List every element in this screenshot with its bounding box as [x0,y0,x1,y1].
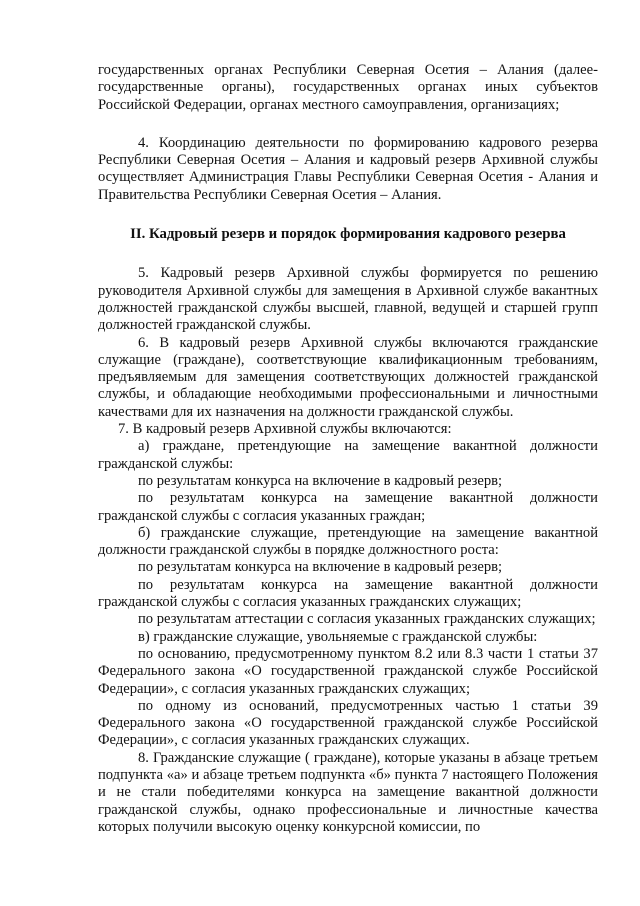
document-page [98,62,598,836]
paragraph-8: 8. Гражданские служащие ( граждане), которые указаны в абзаце третьем подпункта «а» и абзаце третьем подпункта «б» пункта 7 настоящего Положения и не стали победителями конкурса на замещение вакантной должности гражданской службы, однако профессиональные и личностные качества которых получили высокую оценку конкурсной комиссии, по [98,749,598,835]
paragraph-5: 5. Кадровый резерв Архивной службы формируется по решению руководителя Архивной службы для замещения в Архивной службе вакантных должностей гражданской службы высшей, главной, ведущей и старшей групп должностей гражданской службы. [98,265,598,334]
paragraph-7a-item-2: по результатам конкурса на замещение вакантной должности гражданской службы с согласия указанных граждан; [98,490,598,524]
paragraph-6: 6. В кадровый резерв Архивной службы включаются гражданские служащие (граждане), соответствующие квалификационным требованиям, предъявляемым для замещения соответствующих должностей гражданской службы, и обладающие необходимыми профессиональными и личностными качествами для их назначения на должности гражданской службы. [98,334,598,420]
paragraph-continuation: государственных органах Республики Северная Осетия – Алания (далее-государственные органы), государственных органах иных субъектов Российской Федерации, органах местного самоуправления, организациях; [98,62,598,113]
paragraph-7b-item-3: по результатам аттестации с согласия указанных гражданских служащих; [138,611,596,628]
paragraph-7c-item-2: по одному из оснований, предусмотренных частью 1 статьи 39 Федерального закона «О государственной гражданской службе Российской Федерации», с согласия указанных гражданских служащих. [98,697,598,749]
paragraph-7c: в) гражданские служащие, увольняемые с гражданской службы: [138,628,538,645]
paragraph-4: 4. Координацию деятельности по формированию кадрового резерва Республики Северная Осетия – Алания и кадровый резерв Архивной службы осуществляет Администрация Главы Республики Северная Осетия - Алания и Правительства Республики Северная Осетия – Алания. [98,134,598,203]
paragraph-7c-item-1: по основанию, предусмотренному пунктом 8.2 или 8.3 части 1 статьи 37 Федерального закона «О государственной гражданской службе Российской Федерации», с согласия указанных гражданских служащих; [98,645,598,697]
section-heading: II. Кадровый резерв и порядок формирования кадрового резерва [130,226,566,243]
paragraph-7b: б) гражданские служащие, претендующие на замещение вакантной должности гражданской службы в порядке должностного роста: [98,524,598,559]
paragraph-7: 7. В кадровый резерв Архивной службы включаются: [118,421,452,438]
paragraph-7a-item-1: по результатам конкурса на включение в кадровый резерв; [138,472,503,489]
paragraph-7b-item-1: по результатам конкурса на включение в кадровый резерв; [138,559,503,576]
paragraph-7a: а) граждане, претендующие на замещение вакантной должности гражданской службы: [98,438,598,472]
paragraph-7b-item-2: по результатам конкурса на замещение вакантной должности гражданской службы с согласия указанных гражданских служащих; [98,576,598,611]
